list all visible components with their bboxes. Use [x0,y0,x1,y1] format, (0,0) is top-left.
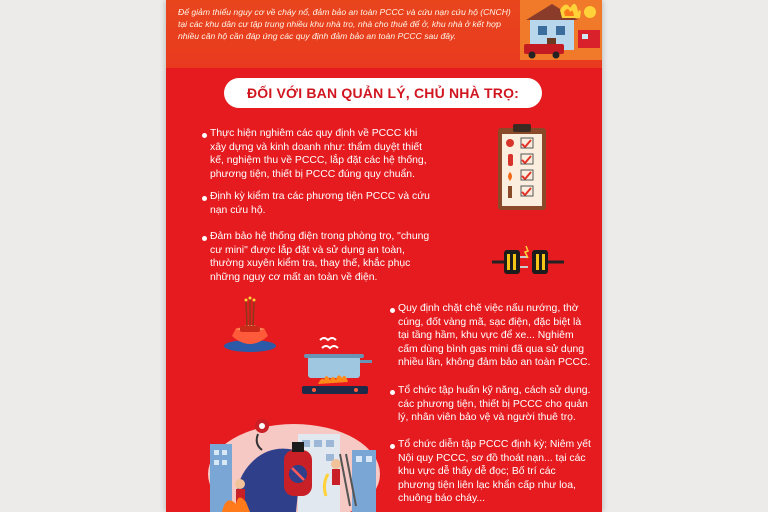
list-item: Tổ chức diễn tập PCCC định kỳ; Niêm yết Nội quy PCCC, sơ đồ thoát nạn... tại các khu vực dễ thấy dễ đọc; Bố trí các phương tiện liên lạc khẩn cấp như loa, chuông báo cháy... [398,439,591,505]
bullet-dot [390,444,395,449]
bullet-dot [202,133,207,138]
bullet-dot [202,196,207,201]
intro-banner [166,0,602,68]
checklist-clipboard-icon [496,124,548,212]
burning-house-illustration [520,0,602,60]
firefighters-scene-illustration [202,414,382,512]
intro-text: Để giảm thiểu nguy cơ về cháy nổ, đảm bảo an toàn PCCC và cứu nạn cứu hộ (CNCH) tại các khu dân cư tập trung nhiều khu nhà trọ, nhà cho thuê để ở, khu nhà ở kết hợp nhiều căn hộ cần đáp ứng các quy định đảm bảo an toàn PCCC sau đây. [178,7,511,41]
section-heading-text: ĐỐI VỚI BAN QUẢN LÝ, CHỦ NHÀ TRỌ: [246,85,520,101]
poster [166,0,602,512]
gas-stove-pot-icon [300,336,372,396]
bullet-dot [390,308,395,313]
list-item: Tổ chức tập huấn kỹ năng, cách sử dụng. các phương tiện, thiết bị PCCC cho quản lý, nhân viên bảo vệ và người thuê trọ. [398,385,591,424]
list-item: Định kỳ kiểm tra các phương tiện PCCC và cứu nạn cứu hộ. [210,191,430,216]
bullet-dot [390,390,395,395]
incense-altar-icon [222,296,278,354]
list-item: Thực hiện nghiêm các quy định về PCCC khi xây dựng và kinh doanh như: thẩm duyệt thiết kế, nghiệm thu về PCCC, lắp đặt các hệ thống, phương tiện, thiết bị PCCC đúng quy chuẩn. [210,128,427,180]
section-heading [224,78,542,108]
electric-plug-icon [492,244,564,278]
list-item: Quy định chặt chẽ việc nấu nướng, thờ cúng, đốt vàng mã, sạc điện, đặc biệt là tại tầng hầm, khu vực để xe... Nghiêm cấm dùng bình gas mini đã qua sử dụng nhiều lần, không đảm bảo an toàn PCCC. [398,303,591,369]
bullet-dot [202,236,207,241]
list-item: Đảm bảo hệ thống điện trong phòng trọ, "chung cư mini" được lắp đặt và sử dụng an toàn, thường xuyên kiểm tra, thay thế, khắc phục những nguy cơ mất an toàn về điện. [210,231,430,283]
